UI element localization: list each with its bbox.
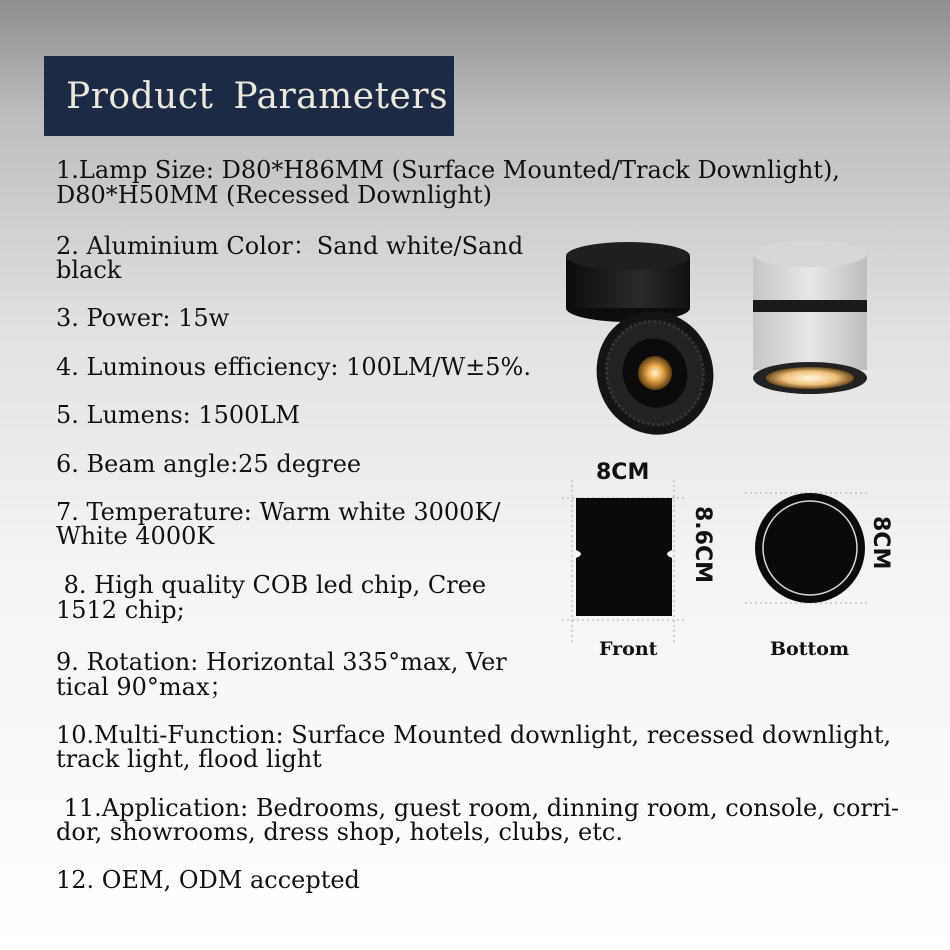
param-oem: 12. OEM, ODM accepted bbox=[56, 866, 360, 894]
diameter-dimension-label: 8CM bbox=[868, 516, 893, 570]
param-chip-line2: 1512 chip; bbox=[56, 596, 185, 624]
front-caption: Front bbox=[599, 638, 658, 660]
title-banner bbox=[44, 56, 454, 136]
param-color-line1: 2. Aluminium Color：Sand white/Sand bbox=[56, 232, 524, 260]
param-application-line2: dor, showrooms, dress shop, hotels, clubs, etc. bbox=[56, 818, 623, 846]
param-rotation-line1: 9. Rotation: Horizontal 335°max, Ver bbox=[56, 648, 507, 676]
param-chip-line1: 8. High quality COB led chip, Cree bbox=[56, 571, 487, 599]
param-temperature-line1: 7. Temperature: Warm white 3000K/ bbox=[56, 498, 501, 526]
param-color-line2: black bbox=[56, 256, 122, 284]
bottom-dimension-drawing bbox=[745, 485, 875, 625]
param-lumens: 5. Lumens: 1500LM bbox=[56, 401, 300, 429]
width-dimension-label: 8CM bbox=[596, 460, 650, 485]
param-rotation-line2: tical 90°max； bbox=[56, 673, 234, 701]
height-dimension-label: 8.6CM bbox=[690, 506, 715, 584]
bottom-caption: Bottom bbox=[770, 638, 850, 660]
black-lamp-image bbox=[560, 238, 725, 438]
param-application-line1: 11.Application: Bedrooms, guest room, dinning room, console, corri- bbox=[56, 794, 900, 822]
front-dimension-drawing bbox=[562, 480, 692, 650]
param-luminous-efficiency: 4. Luminous efficiency: 100LM/W±5%. bbox=[56, 353, 531, 381]
param-power: 3. Power: 15w bbox=[56, 304, 230, 332]
param-multifunction-line2: track light, flood light bbox=[56, 745, 322, 773]
param-beam-angle: 6. Beam angle:25 degree bbox=[56, 450, 362, 478]
page-title: Product Parameters bbox=[66, 75, 449, 117]
param-multifunction-line1: 10.Multi-Function: Surface Mounted downlight, recessed downlight, bbox=[56, 721, 892, 749]
param-temperature-line2: White 4000K bbox=[56, 522, 215, 550]
param-lamp-size-line2: D80*H50MM (Recessed Downlight) bbox=[56, 181, 493, 209]
white-lamp-image bbox=[745, 238, 875, 403]
param-lamp-size-line1: 1.Lamp Size: D80*H86MM (Surface Mounted/Track Downlight), bbox=[56, 156, 840, 184]
